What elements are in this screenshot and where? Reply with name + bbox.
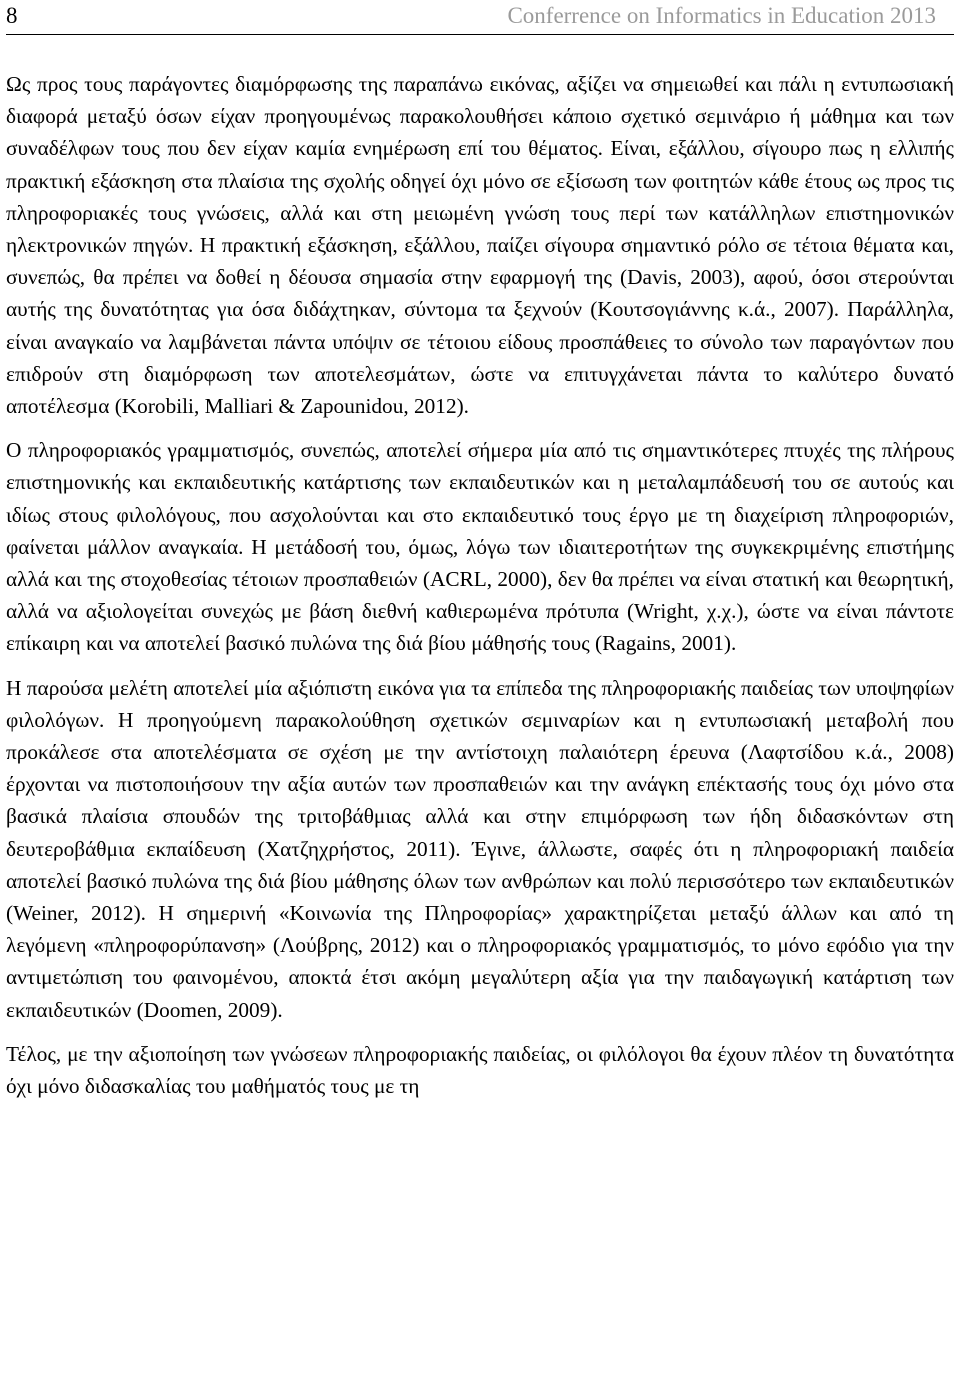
paragraph-4: Τέλος, με την αξιοποίηση των γνώσεων πληροφοριακής παιδείας, οι φιλόλογοι θα έχουν πλέον τη δυνατότητα όχι μόνο διδασκαλίας του μαθήματός τους με τη (6, 1041, 954, 1099)
paragraph-3: Η παρούσα μελέτη αποτελεί μία αξιόπιστη εικόνα για τα επίπεδα της πληροφοριακής παιδείας των υποψηφίων φιλολόγων. Η προηγούμενη παρακολούθηση σχετικών σεμιναρίων και η εντυπωσιακή μεταβολή που προκάλεσε στα αποτελέσματα σε σχέση με την αντίστοιχη παλαιότερη έρευνα (Λαφτσίδου κ.ά., 2008) έρχονται να πιστοποιήσουν την αξία αυτών των προσπαθειών και την ανάγκη επέκτασής τους όχι μόνο στα βασικά πλαίσια σπουδών της τριτοβάθμιας αλλά και στην επιμόρφωση των ήδη διδασκόντων στη δευτεροβάθμια εκπαίδευση (Χατζηχρήστος, 2011). Έγινε, άλλωστε, σαφές ότι η πληροφοριακή παιδεία αποτελεί βασικό πυλώνα της διά βίου μάθησης όλων των ανθρώπων και πολύ περισσότερο των εκπαιδευτικών (Weiner, 2012). Η σημερινή «Κοινωνία της Πληροφορίας» χαρακτηρίζεται μεταξύ άλλων και από τη λεγόμενη «πληροφορύπανση» (Λούβρης, 2012) και ο πληροφοριακός γραμματισμός, το μόνο εφόδιο για την αντιμετώπιση του φαινομένου, αποκτά έτσι ακόμη μεγαλύτερη αξία για την παιδαγωγική κατάρτιση των εκπαιδευτικών (Doomen, 2009). (6, 675, 954, 1022)
paragraph-2: Ο πληροφοριακός γραμματισμός, συνεπώς, αποτελεί σήμερα μία από τις σημαντικότερες πτυχές της πλήρους επιστημονικής και εκπαιδευτικής κατάρτισης των εκπαιδευτικών και η μεταλαμπάδευσή του σε αυτούς και ιδίως στους φιλολόγους, που ασχολούνται και στο εκπαιδευτικό τους έργο με τη διαχείριση πληροφοριών, φαίνεται μάλλον αναγκαία. Η μετάδοσή του, όμως, λόγω των ιδιαιτεροτήτων της συγκεκριμένης επιστήμης αλλά και της στοχοθεσίας τέτοιων προσπαθειών (ACRL, 2000), δεν θα πρέπει να είναι στατική και θεωρητική, αλλά να αξιολογείται συνεχώς με βάση διεθνή καθιερωμένα πρότυπα (Wright, χ.χ.), ώστε να είναι πάντοτε επίκαιρη και να αποτελεί βασικό πυλώνα της διά βίου μάθησής τους (Ragains, 2001). (6, 438, 954, 656)
body-text (6, 68, 954, 1102)
page-number: 8 (6, 3, 18, 28)
paragraph-1: Ως προς τους παράγοντες διαμόρφωσης της παραπάνω εικόνας, αξίζει να σημειωθεί και πάλι η εντυπωσιακή διαφορά μεταξύ όσων είχαν προηγουμένως παρακολουθήσει κάποιο σχετικό σεμινάριο ή μάθημα και των συναδέλφων τους που δεν είχαν καμία ενημέρωση επί του θέματος. Είναι, εξάλλου, σίγουρο πως η ελλιπής πρακτική εξάσκηση στα πλαίσια της σχολής οδηγεί όχι μόνο σε εξίσωση των φοιτητών κάθε έτους ως προς τις πληροφοριακές τους γνώσεις, αλλά και στη μειωμένη γνώση τους περί των κατάλληλων επιστημονικών ηλεκτρονικών πηγών. Η πρακτική εξάσκηση, εξάλλου, παίζει σίγουρα σημαντικό ρόλο σε τέτοια θέματα και, συνεπώς, θα πρέπει να δοθεί η δέουσα σημασία στην εφαρμογή της (Davis, 2003), αφού, όσοι στερούνται αυτής της δυνατότητας για όσα διδάχτηκαν, σύντομα τα ξεχνούν (Κουτσογιάννης κ.ά., 2007). Παράλληλα, είναι αναγκαίο να λαμβάνεται πάντα υπόψιν σε τέτοιου είδους προσπάθειες το σύνολο των παραγόντων που επιδρούν στη διαμόρφωση των αποτελεσμάτων, ώστε να επιτυγχάνεται πάντα το καλύτερο δυνατό αποτέλεσμα (Korobili, Malliari & Zapounidou, 2012). (6, 72, 954, 419)
page-header (6, 0, 954, 30)
running-title: Conferrence on Informatics in Education 2013 (507, 3, 936, 28)
document-page (6, 0, 954, 1380)
header-rule (6, 34, 954, 35)
